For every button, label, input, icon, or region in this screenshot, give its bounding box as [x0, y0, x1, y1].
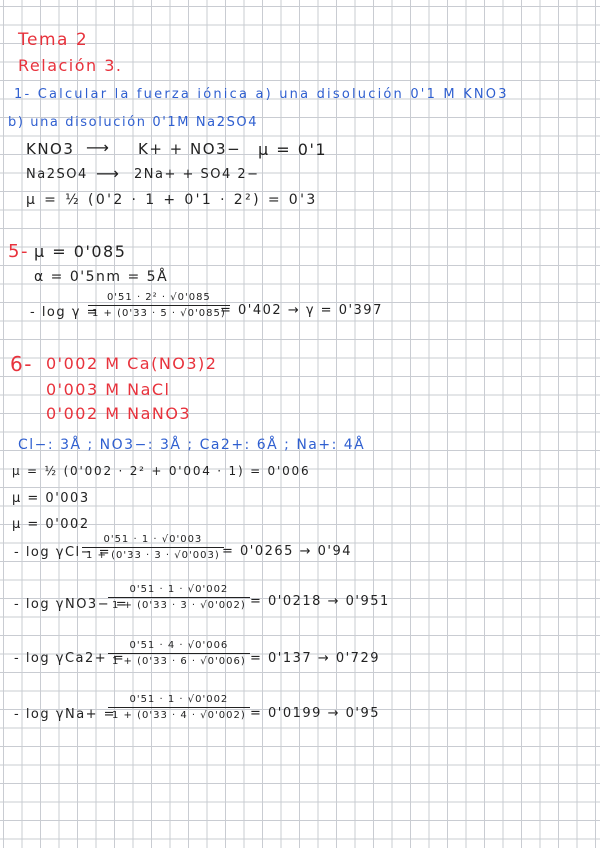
question-1-part-b: b) una disolución 0'1M Na2SO4 [8, 115, 259, 130]
calc-na-fraction [108, 694, 250, 721]
question-5-numerator: 0'51 · 2² · √0'085 [106, 292, 211, 303]
mu-line-3: μ = 0'002 [12, 517, 90, 532]
page-title: Tema 2 [18, 30, 89, 50]
kno3-dissociation: K+ + NO3− [138, 140, 242, 158]
calc-ca-numerator: 0'51 · 4 · √0'006 [129, 640, 229, 651]
question-5-fraction [88, 292, 230, 319]
solution-3: 0'002 M NaNO3 [46, 404, 192, 423]
question-5-label: 5- [8, 241, 29, 262]
calc-na-result: = 0'0199 → 0'95 [250, 706, 380, 721]
calc-na-lhs: - log γNa+ = [14, 707, 117, 722]
calc-ca-lhs: - log γCa2+ = [14, 651, 126, 666]
calc-no3-denominator: 1 + (0'33 · 3 · √0'002) [108, 597, 250, 611]
calc-ca-fraction [108, 640, 250, 667]
calc-ca-result: = 0'137 → 0'729 [250, 651, 380, 666]
question-6-label: 6- [10, 352, 33, 376]
question-5-denominator: 1 + (0'33 · 5 · √0'085) [88, 305, 230, 319]
calc-cl-fraction [82, 534, 224, 561]
page-subtitle: Relación 3. [18, 56, 123, 75]
calc-cl-result: = 0'0265 → 0'94 [222, 544, 352, 559]
arrow-1: ⟶ [86, 138, 111, 157]
arrow-2: ⟶ [96, 164, 121, 183]
na2so4-dissociation: 2Na+ + SO4 2− [134, 167, 260, 182]
calc-cl-numerator: 0'51 · 1 · √0'003 [103, 534, 203, 545]
calc-no3-numerator: 0'51 · 1 · √0'002 [129, 584, 229, 595]
question-1-statement: 1- Calcular la fuerza iónica a) una disolución 0'1 M KNO3 [14, 87, 509, 102]
calc-na-denominator: 1 + (0'33 · 4 · √0'002) [108, 707, 250, 721]
mu-line-2: μ = 0'003 [12, 491, 90, 506]
calc-no3-fraction [108, 584, 250, 611]
question-5-mu: μ = 0'085 [34, 242, 127, 261]
kno3-ionic-strength: μ = 0'1 [258, 140, 328, 159]
solution-2: 0'003 M NaCl [46, 380, 171, 399]
question-5-alpha: α = 0'5nm = 5Å [34, 269, 169, 285]
calc-cl-lhs: - log γCl− = [14, 545, 112, 560]
na2so4-formula: Na2SO4 [26, 167, 88, 182]
ionic-radii: Cl−: 3Å ; NO3−: 3Å ; Ca2+: 6Å ; Na+: 4Å [18, 437, 366, 453]
question-5-log-prefix: - log γ = [30, 305, 99, 320]
calc-cl-denominator: 1 + (0'33 · 3 · √0'003) [82, 547, 224, 561]
calc-ca-denominator: 1 + (0'33 · 6 · √0'006) [108, 653, 250, 667]
kno3-formula: KNO3 [26, 140, 75, 158]
question-5-result: = 0'402 → γ = 0'397 [220, 303, 383, 318]
calc-na-numerator: 0'51 · 1 · √0'002 [129, 694, 229, 705]
ionic-strength-calc: μ = ½ (0'2 · 1 + 0'1 · 2²) = 0'3 [26, 192, 318, 208]
solution-1: 0'002 M Ca(NO3)2 [46, 354, 218, 373]
calc-no3-result: = 0'0218 → 0'951 [250, 594, 390, 609]
mu-line-1: μ = ½ (0'002 · 2² + 0'004 · 1) = 0'006 [12, 464, 311, 478]
calc-no3-lhs: - log γNO3− = [14, 597, 129, 612]
